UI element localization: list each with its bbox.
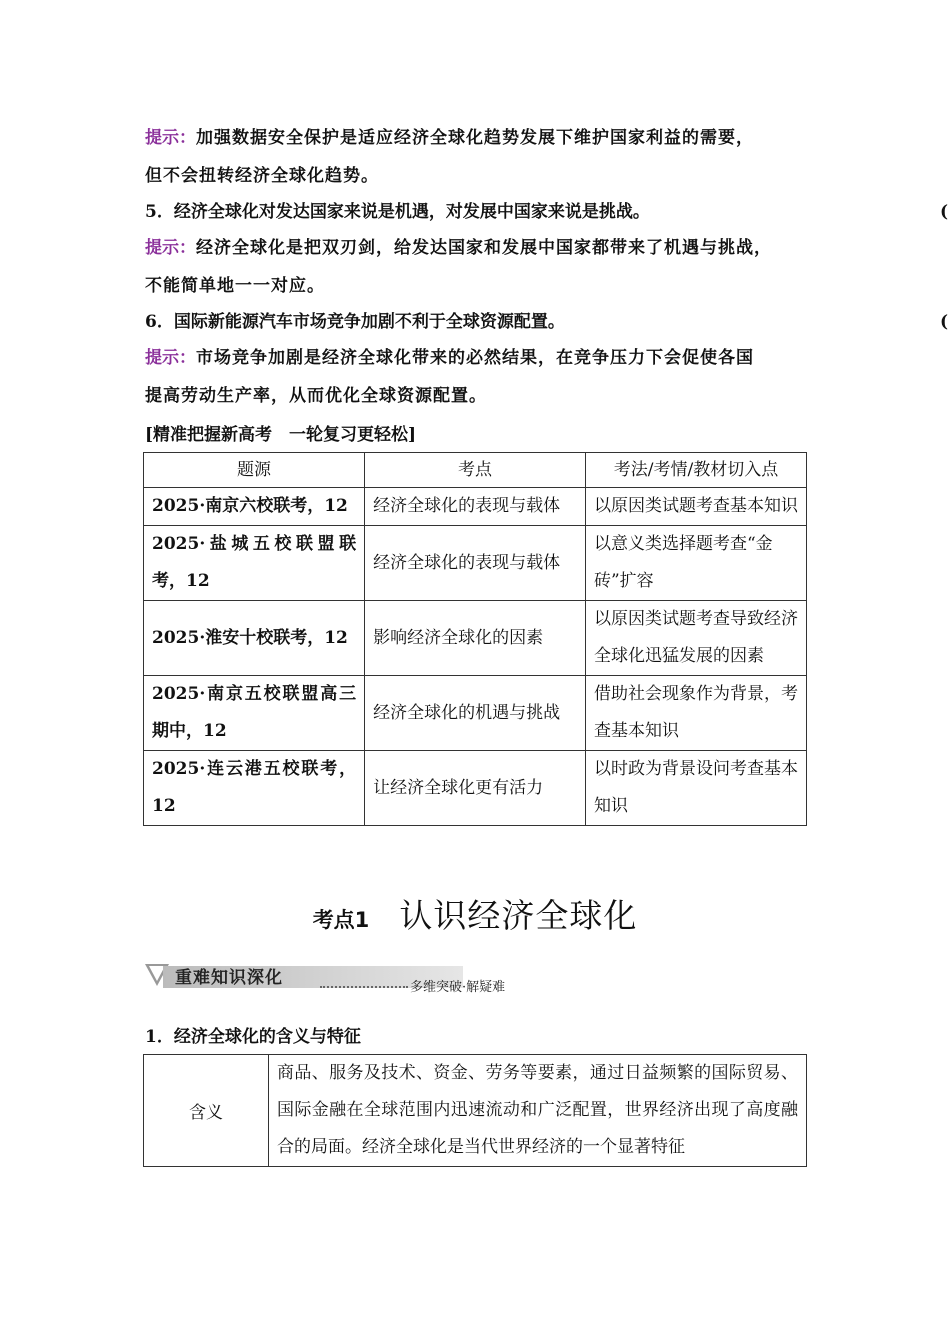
hint-label: 提示： [145,238,196,258]
approach-cell: 借助社会现象作为背景，考查基本知识 [585,676,806,751]
hint-3-line-2: 提高劳动生产率，从而优化全球资源配置。 [145,386,487,406]
hint-1-line-2: 但不会扭转经济全球化趋势。 [145,166,379,186]
subheading: 1．经济全球化的含义与特征 [145,1027,361,1047]
question-5: 5．经济全球化对发达国家来说是机遇，对发展中国家来说是挑战。 [145,202,650,222]
table-row [144,1055,807,1167]
banner-title: 重难知识深化 [175,968,283,988]
column-header: 题源 [144,453,365,488]
definition-text: 商品、服务及技术、资金、劳务等要素，通过日益频繁的国际贸易、国际金融在全球范围内迅速流动和广泛配置，世界经济出现了高度融合的局面。经济全球化是当代世界经济的一个显著特征 [269,1055,807,1167]
approach-cell: 以意义类选择题考查“金砖”扩容 [585,526,806,601]
hint-1-line-1 [145,128,754,148]
banner-subtitle: 多维突破·解疑难 [410,980,506,995]
column-header: 考法/考情/教材切入点 [585,453,806,488]
table-row [144,751,807,826]
topic-cell: 经济全球化的表现与载体 [365,488,586,526]
approach-cell: 以原因类试题考查导致经济全球化迅猛发展的因素 [585,601,806,676]
definition-table [143,1054,807,1167]
topic-cell: 让经济全球化更有活力 [365,751,586,826]
definition-label: 含义 [144,1055,269,1167]
hint-label: 提示： [145,128,196,148]
topic-cell: 影响经济全球化的因素 [365,601,586,676]
hint-label: 提示： [145,348,196,368]
hint-2-line-1 [145,238,772,258]
topic-cell: 经济全球化的表现与载体 [365,526,586,601]
exam-source-table [143,452,807,826]
answer-paren-6: ( [940,312,949,332]
hint-text: 经济全球化是把双刃剑，给发达国家和发展中国家都带来了机遇与挑战， [196,238,772,258]
topic-title [0,890,950,937]
question-6: 6．国际新能源汽车市场竞争加剧不利于全球资源配置。 [145,312,565,332]
source-cell: 2025·淮安十校联考，12 [144,601,365,676]
source-cell: 2025·南京五校联盟高三期中，12 [144,676,365,751]
column-header: 考点 [365,453,586,488]
source-cell: 2025·南京六校联考，12 [144,488,365,526]
table-row [144,601,807,676]
hint-text: 市场竞争加剧是经济全球化带来的必然结果，在竞争压力下会促使各国 [196,348,754,368]
hint-text: 加强数据安全保护是适应经济全球化趋势发展下维护国家利益的需要， [196,128,754,148]
section-banner [145,960,545,996]
table-row [144,526,807,601]
hint-2-line-2: 不能简单地一一对应。 [145,276,325,296]
topic-cell: 经济全球化的机遇与挑战 [365,676,586,751]
source-cell: 2025·连云港五校联考，12 [144,751,365,826]
hint-3-line-1 [145,348,754,368]
banner-dotted-rule [320,986,408,988]
approach-cell: 以时政为背景设问考查基本知识 [585,751,806,826]
topic-main-title: 认识经济全球化 [399,896,638,935]
approach-cell: 以原因类试题考查基本知识 [585,488,806,526]
topic-prefix: 考点1 [312,908,370,932]
source-cell: 2025·盐城五校联盟联考，12 [144,526,365,601]
section-heading: [精准把握新高考 一轮复习更轻松] [145,425,417,445]
table-row [144,488,807,526]
table-row [144,676,807,751]
table-header-row [144,453,807,488]
answer-paren-5: ( [940,202,949,222]
